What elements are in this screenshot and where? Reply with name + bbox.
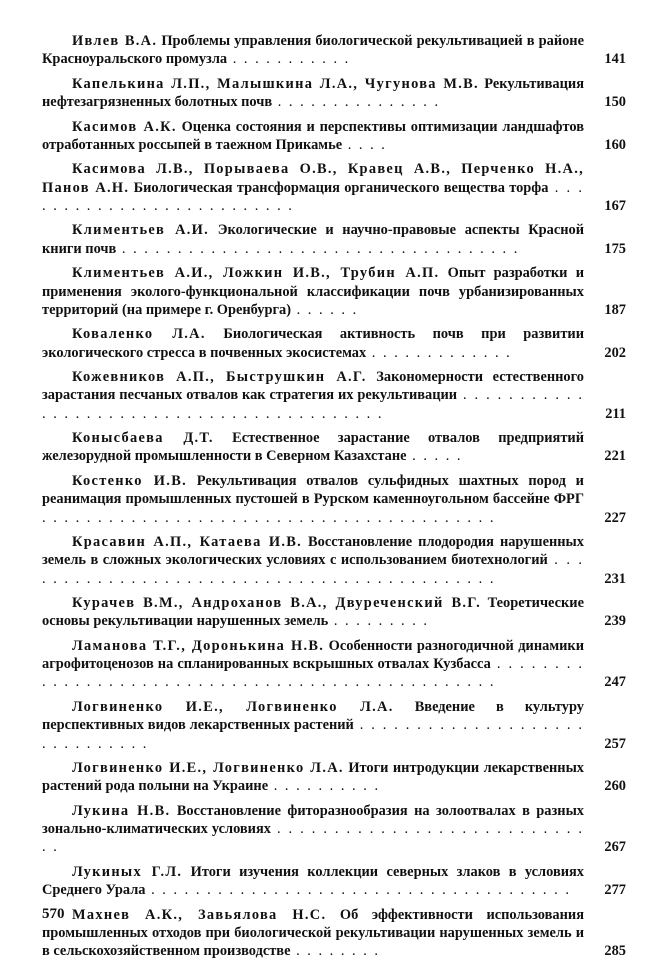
entry-author: Логвиненко И.Е., Логвиненко Л.А. (72, 760, 344, 777)
toc-entry[interactable] (42, 594, 626, 631)
entry-page: 227 (604, 509, 626, 526)
toc-entry[interactable] (42, 368, 626, 423)
toc-entry[interactable] (42, 698, 626, 753)
entry-leader: . . . . . . . . . . . . . . . . . . . . . . . . . . (42, 179, 584, 214)
entry-leader: . . . . . (406, 448, 463, 465)
entry-leader: . . . . (342, 136, 387, 153)
entry-text (42, 472, 584, 527)
entry-author: Коваленко Л.А. (72, 326, 206, 343)
entry-text (42, 429, 584, 466)
entry-author: Лукиных Г.Л. (72, 863, 183, 880)
toc-entry[interactable] (42, 325, 626, 362)
entry-leader: . . . . . . . . . . . . . . . . . . . . . . . . . . . . . . . . . . . . . . . . . . (42, 387, 584, 422)
entry-author: Кожевников А.П., Быструшкин А.Г. (72, 369, 367, 386)
entry-text (42, 264, 584, 319)
entry-page: 267 (604, 839, 626, 856)
entry-page: 160 (604, 136, 626, 153)
toc-entry[interactable] (42, 637, 626, 692)
entry-author: Капелькина Л.П., Малышкина Л.А., Чугунова М.В. (72, 75, 479, 92)
entry-leader: . . . . . . . . . . . . . (366, 344, 512, 361)
entry-text (42, 637, 584, 692)
entry-page: 231 (604, 570, 626, 587)
entry-leader: . . . . . . . . . . (268, 778, 381, 795)
entry-author: Ивлев В.А. (72, 33, 158, 49)
entry-title: Теоретические основы рекультивации нарушенных земель (42, 595, 584, 630)
entry-text (42, 698, 584, 753)
toc-entry[interactable] (42, 863, 626, 900)
entry-title: Естественное зарастание отвалов предприятий железорудной промышленности в Северном Казахстане (42, 430, 584, 465)
entry-page: 202 (604, 344, 626, 361)
toc-entry[interactable] (42, 429, 626, 466)
entry-title: Введение в культуру перспективных видов лекарственных растений (42, 698, 584, 734)
entry-author: Курачев В.М., Андроханов В.А., Двуреченский В.Г. (72, 595, 481, 612)
toc-entry[interactable] (42, 160, 626, 215)
entry-page: 187 (604, 301, 626, 318)
entry-title: Проблемы управления биологической рекультивацией в районе Красноуральского промузла (42, 33, 584, 68)
entry-title: Биологическая трансформация органического вещества торфа (133, 179, 549, 196)
entry-title: Экологические и научно-правовые аспекты Красной книги почв (42, 222, 585, 257)
entry-text (42, 160, 584, 215)
entry-text (42, 594, 584, 631)
entry-page: 141 (604, 51, 626, 68)
entry-author: Климентьев А.И. (72, 222, 210, 239)
entry-text (42, 533, 584, 588)
entry-leader: . . . . . . . . . . . (227, 51, 351, 68)
entry-text (42, 802, 584, 857)
toc-entry[interactable] (42, 533, 626, 588)
entry-page: 211 (605, 405, 626, 422)
entry-text (42, 118, 584, 155)
entry-text (42, 32, 584, 69)
entry-page: 221 (604, 448, 626, 465)
entry-title: Рекультивация нефтезагрязненных болотных почв (42, 75, 584, 111)
entry-author: Ламанова Т.Г., Доронькина Н.В. (72, 637, 325, 654)
entry-page: 257 (604, 735, 626, 752)
entry-leader: . . . . . . . . . . . . . . . . . . . . . . . . . . . . . . (42, 717, 585, 752)
toc-entry[interactable] (42, 75, 626, 112)
entry-title: Опыт разработки и применения эколого-функциональной классификации почв урбанизированных территорий (на примере г. Оренбурга) (42, 265, 584, 318)
entry-title: Восстановление фиторазнообразия на золоотвалах в разных зонально-климатических условиях (42, 802, 585, 838)
entry-text (42, 906, 584, 961)
entry-title: Об эффективности использования промышленных отходов при биологической рекультивации нарушенных земель и в сельскохозяйственном производстве (42, 906, 584, 960)
entry-page: 239 (604, 613, 626, 630)
toc-entry[interactable] (42, 759, 626, 796)
entry-text (42, 759, 584, 796)
entry-title: Восстановление плодородия нарушенных земель в сложных экологических условиях с использованием биотехнологий (42, 534, 584, 569)
entry-leader: . . . . . . (291, 301, 359, 318)
entry-text (42, 325, 584, 362)
entry-author: Касимова Л.В., Порываева О.В., Кравец А.В., Перченко Н.А., Панов А.Н. (42, 161, 584, 196)
entry-text (42, 368, 584, 423)
entry-title: Оценка состояния и перспективы оптимизации ландшафтов отработанных россыпей в таежном Прикамье (42, 118, 584, 153)
table-of-contents (42, 32, 626, 967)
toc-entry[interactable] (42, 264, 626, 319)
entry-leader: . . . . . . . . . . . . . . . . . . . . . . . . . . . . . . . . . . . . . . . . . . . . . . . . . (42, 656, 585, 691)
entry-leader: . . . . . . . . . . . . . . . . . . . . . . . . . . . . . . . . . . . . . . . . . . . . (42, 552, 584, 587)
toc-entry[interactable] (42, 802, 626, 857)
entry-leader: . . . . . . . . . . . . . . . . . . . . . . . . . . . . . . . . . . . . (116, 240, 520, 257)
entry-text (42, 221, 584, 258)
entry-author: Махнев А.К., Завьялова Н.С. (72, 906, 327, 923)
toc-entry[interactable] (42, 32, 626, 69)
entry-page: 175 (604, 240, 626, 257)
entry-page: 167 (604, 197, 626, 214)
entry-author: Климентьев А.И., Ложкин И.В., Трубин А.П. (72, 265, 440, 282)
entry-page: 285 (604, 943, 626, 960)
entry-page: 277 (604, 882, 626, 899)
toc-entry[interactable] (42, 221, 626, 258)
entry-title: Особенности разногодичной динамики агрофитоценозов на спланированных вскрышных отвалах Кузбасса (42, 637, 584, 673)
entry-title: Закономерности естественного зарастания песчаных отвалов как стратегия их рекультивации (42, 369, 584, 404)
entry-leader: . . . . . . . . . . . . . . . . . . . . . . . . . . . . . (42, 821, 584, 856)
entry-text (42, 75, 584, 112)
entry-leader: . . . . . . . . . (328, 613, 430, 630)
entry-author: Лукина Н.В. (72, 802, 171, 819)
entry-leader: . . . . . . . . . . . . . . . (272, 94, 441, 111)
entry-title: Итоги интродукции лекарственных растений рода полыни на Украине (42, 760, 584, 795)
entry-page: 247 (604, 674, 626, 691)
entry-title: Рекультивация отвалов сульфидных шахтных пород и реанимация промышленных пустошей в Рурском каменноугольном бассейне ФРГ (42, 472, 584, 508)
toc-entry[interactable] (42, 906, 626, 961)
entry-author: Конысбаева Д.Т. (72, 430, 214, 447)
entry-leader: . . . . . . . . (290, 943, 381, 960)
entry-author: Костенко И.В. (72, 472, 187, 489)
entry-text (42, 863, 584, 900)
entry-author: Логвиненко И.Е., Логвиненко Л.А. (72, 698, 394, 715)
page-number: 570 (42, 906, 65, 922)
entry-leader: . . . . . . . . . . . . . . . . . . . . . . . . . . . . . . . . . . . . . . (145, 882, 571, 899)
toc-entry[interactable] (42, 472, 626, 527)
entry-title: Итоги изучения коллекции северных злаков в условиях Среднего Урала (42, 863, 584, 899)
entry-author: Красавин А.П., Катаева И.В. (72, 534, 303, 550)
entry-author: Касимов А.К. (72, 118, 177, 135)
entry-title: Биологическая активность почв при развитии экологического стресса в почвенных экосистемах (42, 326, 585, 361)
entry-page: 150 (604, 94, 626, 111)
entry-page: 260 (604, 778, 626, 795)
entry-leader: . . . . . . . . . . . . . . . . . . . . . . . . . . . . . . . . . . . . . . . . . (42, 509, 496, 526)
toc-entry[interactable] (42, 118, 626, 155)
